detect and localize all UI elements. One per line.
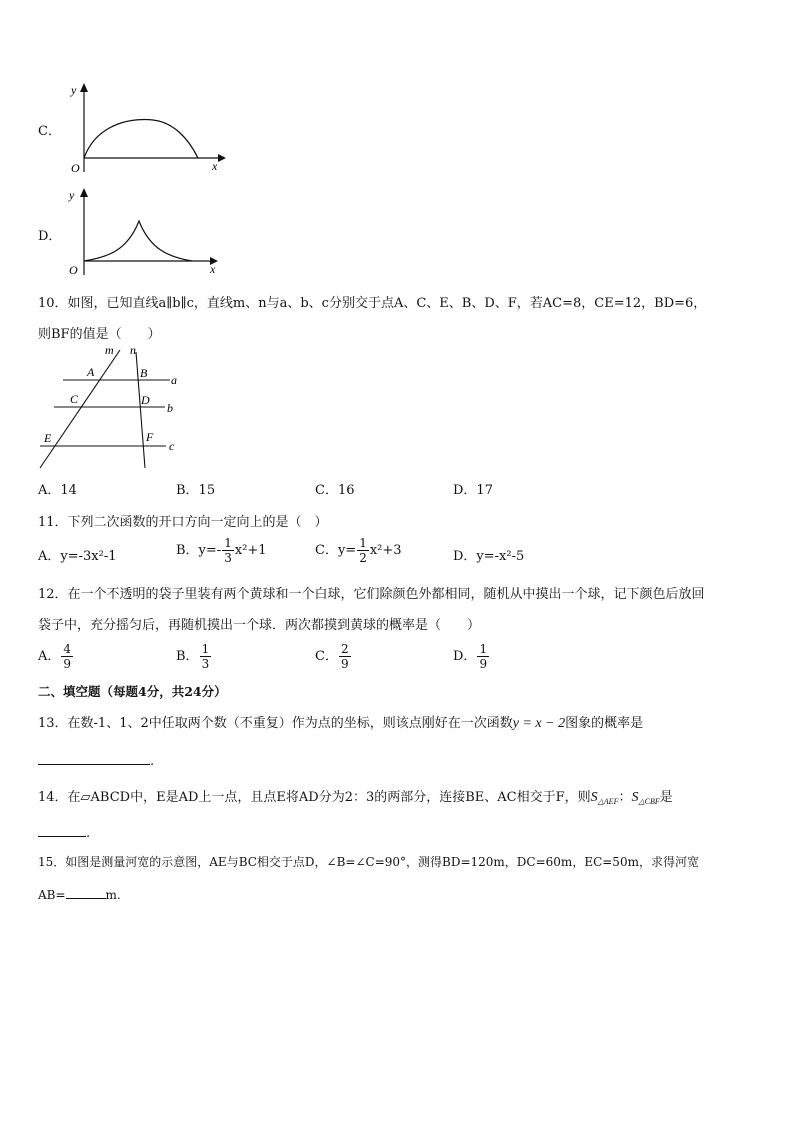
q9-option-c-label: C． xyxy=(38,124,61,139)
label-D: D xyxy=(141,393,150,407)
q10-option-c: C．16 xyxy=(315,483,355,498)
q13-blank-line xyxy=(38,750,150,765)
y-arrow-icon xyxy=(80,83,88,92)
q15-blank-line xyxy=(66,886,106,899)
q11-c-suffix: x²+3 xyxy=(369,543,402,558)
label-B: B xyxy=(140,366,148,380)
label-C: C xyxy=(70,392,79,406)
q10-option-b: B．15 xyxy=(176,483,216,498)
q12-a-fraction: $\frac{4}{9}$ xyxy=(63,642,72,671)
q15-stem-line1: 15．如图是测量河宽的示意图，AE与BC相交于点D，∠B=∠C=90°，测得BD=120m，DC=60m，EC=50m，求得河宽 xyxy=(38,855,699,869)
q12-stem-line1: 12．在一个不透明的袋子里装有两个黄球和一个白球，它们除颜色外都相同，随机从中摸出一个球，记下颜色后放回 xyxy=(38,587,705,602)
label-b: b xyxy=(167,401,173,415)
q12-option-d: D． $\frac{1}{9}$ xyxy=(453,642,488,671)
q11-option-d: D．y=-x²-5 xyxy=(453,549,525,564)
q12-b-fraction: $\frac{1}{3}$ xyxy=(201,642,210,671)
y-arrow-icon xyxy=(80,188,88,197)
q13-stem-before: 13．在数-1、1、2中任取两个数（不重复）作为点的坐标，则该点刚好在一次函数 xyxy=(38,716,513,731)
q13-stem xyxy=(38,712,643,732)
q11-option-b xyxy=(176,536,267,565)
q15-stem-line2: AB= m. xyxy=(38,888,121,902)
line-m xyxy=(40,350,120,468)
y-label: y xyxy=(69,188,75,202)
label-A: A xyxy=(87,365,95,379)
q10-stem-line2: 则BF的值是（ ） xyxy=(38,327,161,342)
q11-stem: 11．下列二次函数的开口方向一定向上的是（ ） xyxy=(38,515,328,530)
q12-d-fraction: $\frac{1}{9}$ xyxy=(479,642,488,671)
q11-b-fraction: $\frac{1}{3}$ xyxy=(224,536,232,565)
q11-option-c xyxy=(315,536,402,565)
x-label: x xyxy=(210,262,216,276)
q14-stem-after: 是 xyxy=(659,790,673,805)
label-F: F xyxy=(146,430,154,444)
q12-option-b: B． $\frac{1}{3}$ xyxy=(176,642,210,671)
q12-c-fraction: $\frac{2}{9}$ xyxy=(340,642,349,671)
y-label: y xyxy=(71,83,77,97)
q9-option-d-label: D． xyxy=(38,229,62,244)
x-arrow-icon xyxy=(218,154,226,162)
curve-d xyxy=(84,221,192,261)
q14-area-aef: $S_{\triangle AEF}$ xyxy=(590,790,619,806)
section-heading-fill-in: 二、填空题（每题4分，共24分） xyxy=(38,684,227,699)
q12-option-c: C． $\frac{2}{9}$ xyxy=(315,642,349,671)
q9-graph-d xyxy=(58,183,228,278)
origin-label: O xyxy=(71,161,80,175)
q11-b-prefix: B．y=- xyxy=(176,543,222,558)
q14-stem-before: 14．在▱ABCD中，E是AD上一点，且点E将AD分为2：3的两部分，连接BE、AC相交于F，则 xyxy=(38,790,591,805)
label-m: m xyxy=(105,343,114,357)
label-n: n xyxy=(130,343,136,357)
q11-c-fraction: $\frac{1}{2}$ xyxy=(359,536,367,565)
curve-c xyxy=(84,119,198,158)
q13-answer-blank: . xyxy=(38,750,154,769)
q10-option-a: A．14 xyxy=(38,483,77,498)
q14-answer-blank: . xyxy=(38,822,90,841)
q10-stem-line1: 10．如图，已知直线a∥b∥c，直线m、n与a、b、c分别交于点A、C、E、B、D、F，若AC=8，CE=12，BD=6， xyxy=(38,296,707,311)
q11-option-a: A．y=-3x²-1 xyxy=(38,549,117,564)
label-E: E xyxy=(44,431,52,445)
q9-graph-c xyxy=(58,80,228,175)
q10-figure xyxy=(30,340,190,472)
q12-stem-line2: 袋子中，充分摇匀后，再随机摸出一个球．两次都摸到黄球的概率是（ ） xyxy=(38,618,481,633)
q11-b-suffix: x²+1 xyxy=(234,543,267,558)
q10-option-d: D．17 xyxy=(453,483,493,498)
q12-option-a: A． $\frac{4}{9}$ xyxy=(38,642,72,671)
x-label: x xyxy=(212,159,218,173)
q11-c-prefix: C．y= xyxy=(315,543,357,558)
q13-stem-after: 图象的概率是 xyxy=(565,716,644,731)
label-a: a xyxy=(171,373,177,387)
q14-stem: 14．在▱ABCD中，E是AD上一点，且点E将AD分为2：3的两部分，连接BE、AC相交于F，则$S_{\triangle AEF}$：$S_{\triangle CBF}$是 xyxy=(38,790,673,806)
q13-formula: y = x − 2 xyxy=(512,716,566,731)
q14-blank-line xyxy=(38,822,86,837)
label-c: c xyxy=(169,439,175,453)
origin-label: O xyxy=(69,263,78,277)
q14-area-cbf: $S_{\triangle CBF}$ xyxy=(631,790,660,806)
